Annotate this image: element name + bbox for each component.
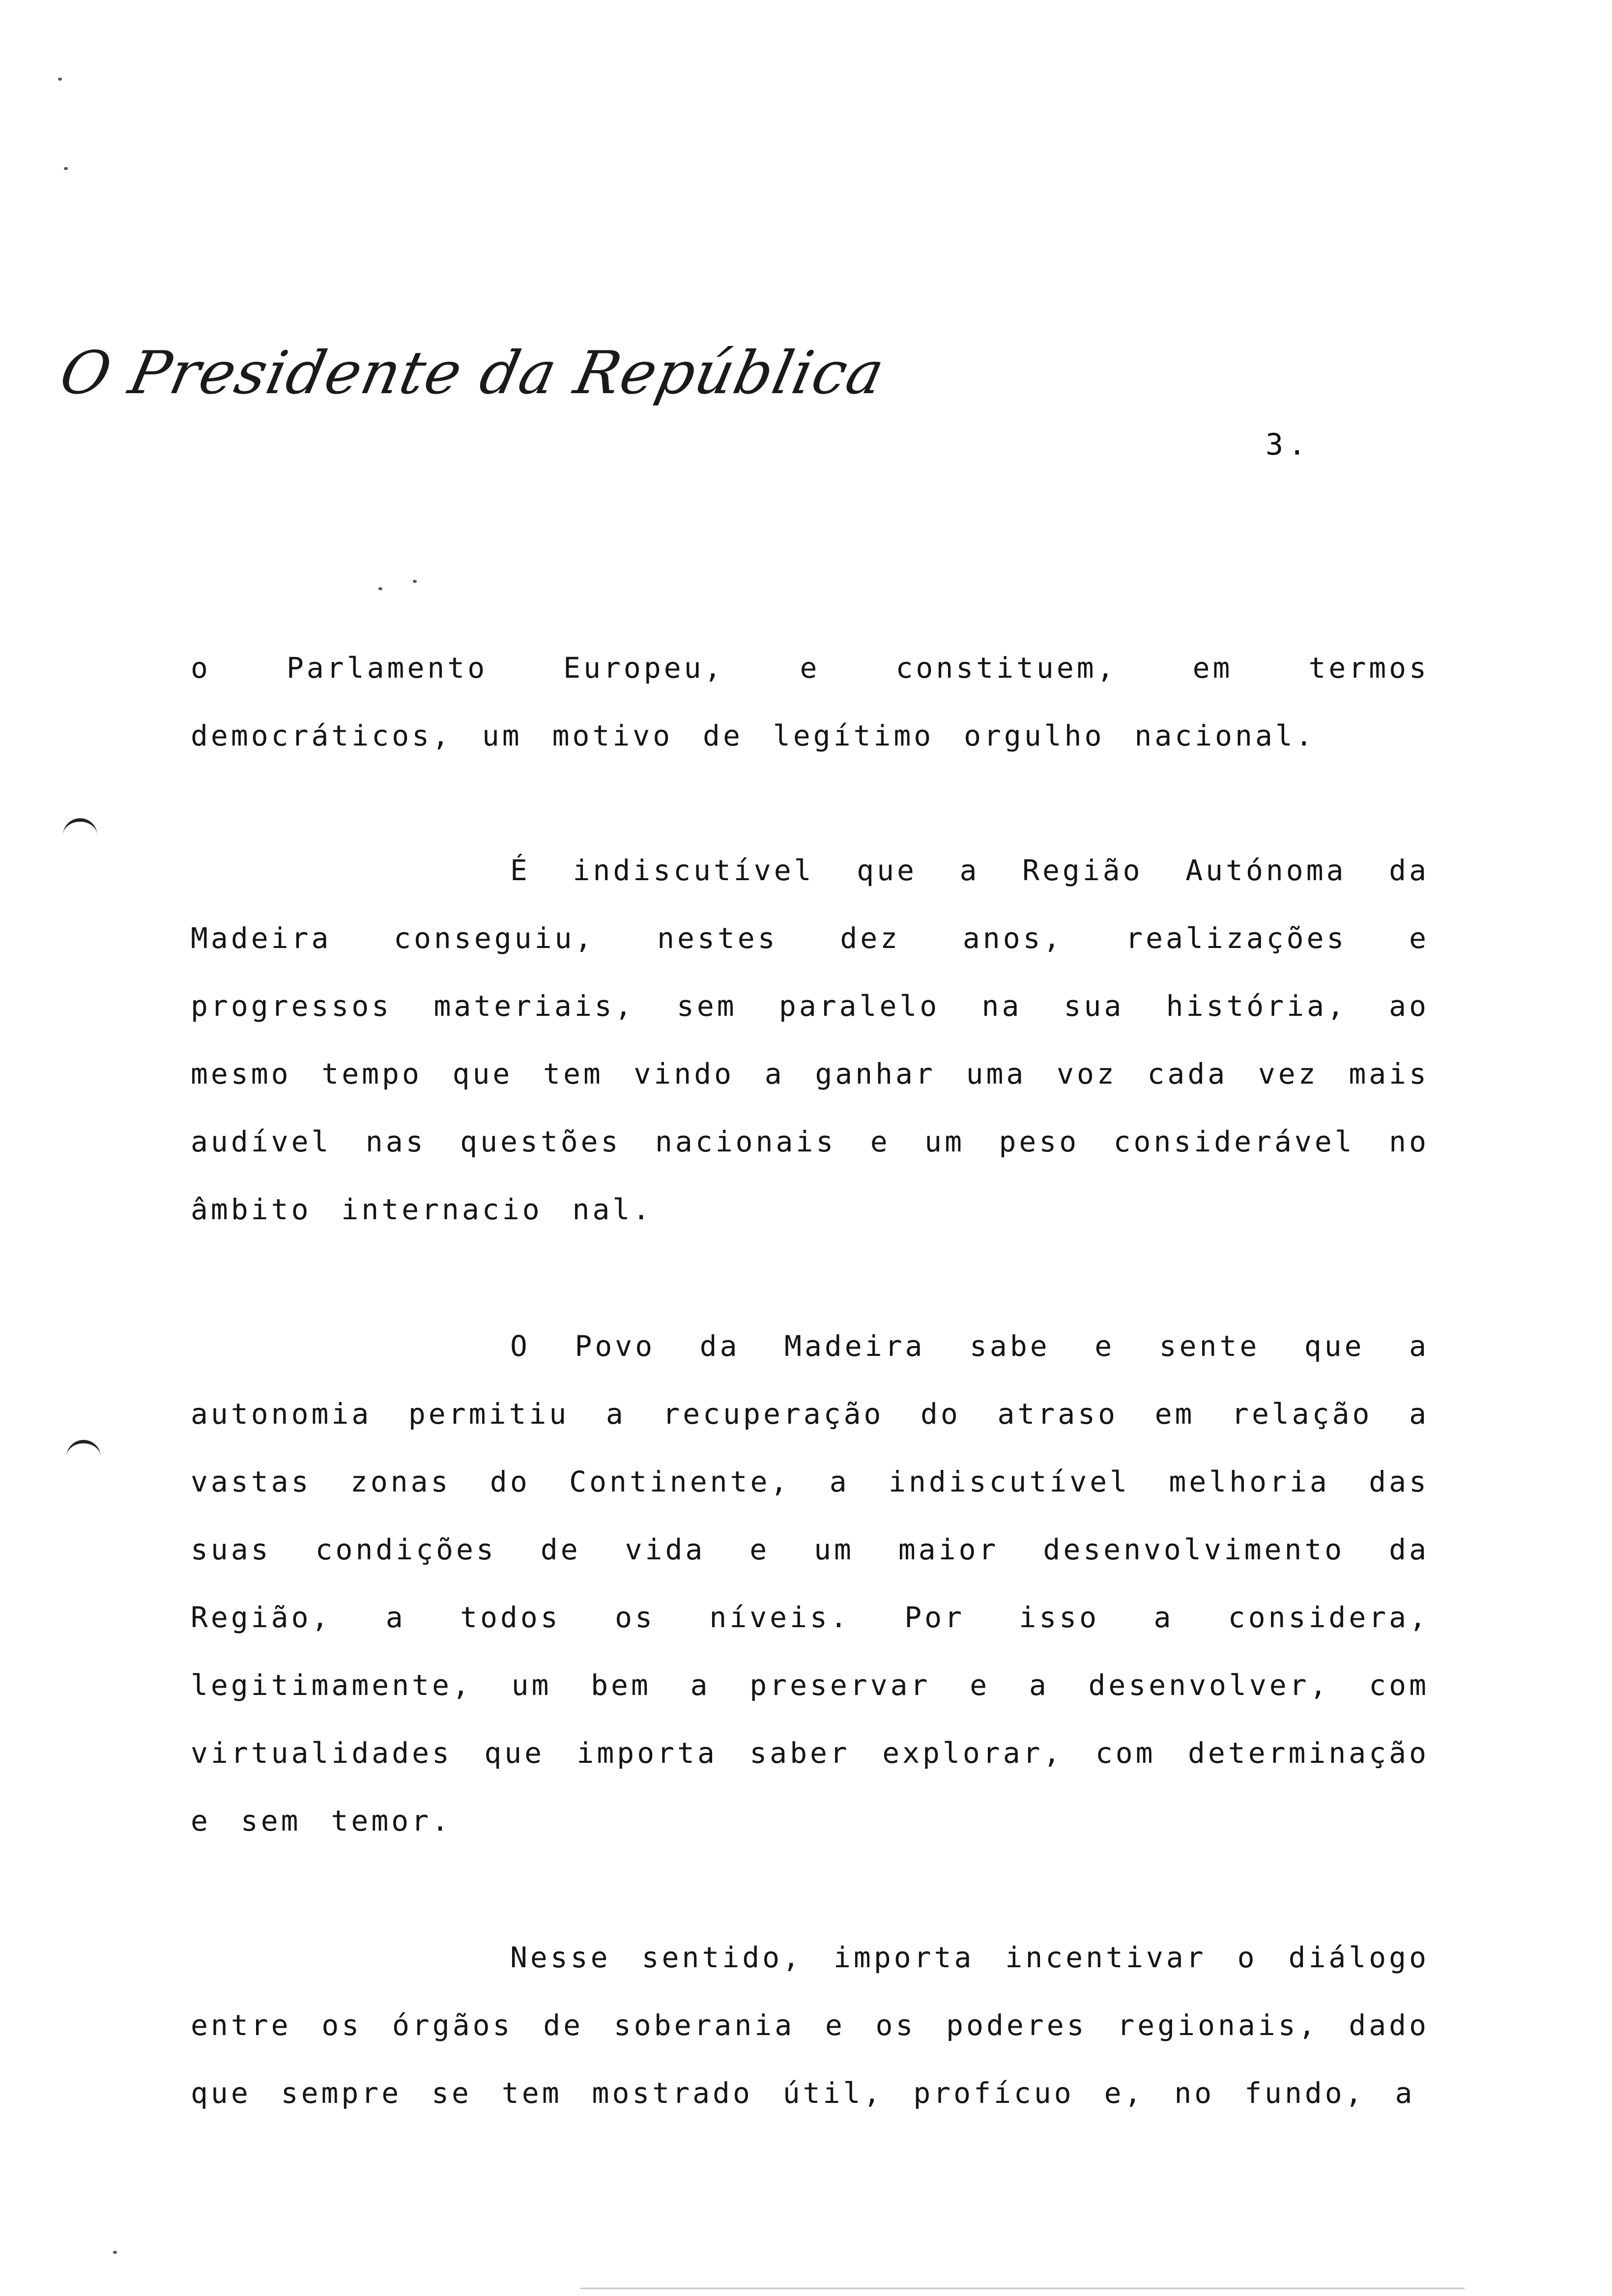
scan-speck xyxy=(413,580,417,583)
binder-hole-mark xyxy=(63,818,97,841)
scan-speck xyxy=(64,167,68,170)
scan-speck xyxy=(58,78,62,81)
page-number: 3. xyxy=(1266,428,1311,462)
binder-hole-mark xyxy=(66,1440,101,1463)
footer-rule xyxy=(580,2288,1465,2289)
paragraph-1: o Parlamento Europeu, e constituem, em termos democráticos, um motivo de legítimo orgulho nacional. xyxy=(191,651,1429,752)
body-text xyxy=(191,634,1429,2127)
scan-speck xyxy=(113,2251,117,2254)
scan-speck xyxy=(378,587,382,590)
paragraph-2: É indiscutível que a Região Autónoma da Madeira conseguiu, nestes dez anos, realizações e progressos materiais, sem paralelo na sua história, ao mesmo tempo que tem vindo a ganhar uma voz cada vez mais audível nas questões nacionais e um peso considerável no âmbito internacio nal. xyxy=(191,854,1429,1226)
paragraph-3: O Povo da Madeira sabe e sente que a autonomia permitiu a recuperação do atraso em relação a vastas zonas do Continente, a indiscutível melhoria das suas condições de vida e um maior desenvolvimento da Região, a todos os níveis. Por isso a considera, legitimamente, um bem a preservar e a desenvolver, com virtualidades que importa saber explorar, com determinação e sem temor. xyxy=(191,1329,1429,1837)
paragraph-4: Nesse sentido, importa incentivar o diálogo entre os órgãos de soberania e os poderes regionais, dado que sempre se tem mostrado útil, profícuo e, no fundo, a xyxy=(191,1941,1429,2110)
letterhead-title: O Presidente da República xyxy=(54,339,891,407)
